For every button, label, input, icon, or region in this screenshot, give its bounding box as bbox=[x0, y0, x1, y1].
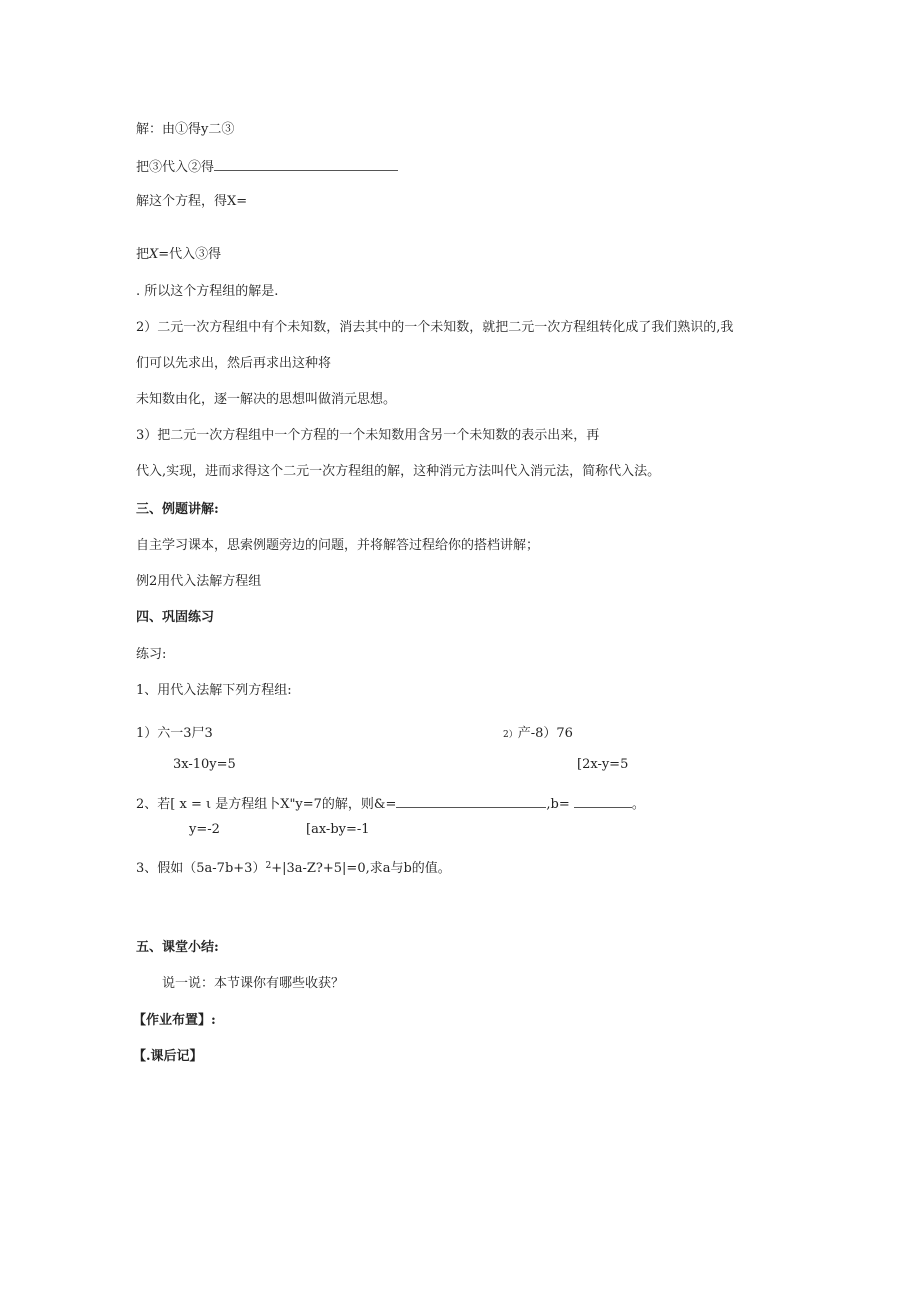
section-3-line-1: 自主学习课本，思索例题旁边的问题，并将解答过程给你的搭档讲解； bbox=[136, 538, 540, 553]
solution-line-4-var: X bbox=[149, 247, 159, 262]
question-2 bbox=[136, 795, 645, 813]
question-1-2-number: 2） bbox=[503, 730, 518, 740]
question-3-exponent: 2 bbox=[265, 861, 272, 871]
question-1-2-eq-a-text: 产-8）76 bbox=[517, 726, 573, 741]
point-2-line-b: 们可以先求出，然后再求出这种将 bbox=[136, 356, 332, 371]
solution-line-2-text: 把③代入②得 bbox=[136, 160, 215, 175]
point-3-line-a: 3）把二元一次方程组中一个方程的一个未知数用含另一个未知数的表示出来，再 bbox=[136, 428, 600, 443]
question-3 bbox=[136, 861, 451, 878]
question-1: 1、用代入法解下列方程组: bbox=[136, 683, 292, 698]
answer-blank-a bbox=[396, 795, 546, 808]
section-5-line-1: 说一说：本节课你有哪些收获？ bbox=[162, 976, 345, 991]
question-1-2-eq-b: [2x-y=5 bbox=[577, 757, 629, 772]
answer-blank-b bbox=[574, 795, 632, 808]
question-2-end: 。 bbox=[631, 797, 645, 812]
solution-line-4-suffix: =代入③得 bbox=[158, 247, 222, 262]
practice-label: 练习: bbox=[136, 647, 167, 662]
question-1-1-eq-a: 1）六一3尸3 bbox=[136, 726, 213, 741]
question-2-mid: ,b= bbox=[546, 797, 570, 812]
solution-line-5: . 所以这个方程组的解是. bbox=[136, 284, 279, 299]
solution-line-4-prefix: 把 bbox=[136, 247, 150, 262]
question-3-suffix: +|3a-Z?+5|=0,求a与b的值。 bbox=[271, 861, 451, 876]
question-1-2-eq-a bbox=[503, 726, 573, 743]
section-5-heading: 五、课堂小结: bbox=[136, 940, 219, 955]
homework-label: 【作业布置】: bbox=[133, 1013, 216, 1028]
solution-line-3: 解这个方程，得X= bbox=[136, 194, 248, 209]
solution-line-2 bbox=[136, 158, 398, 176]
question-3-prefix: 3、假如（5a-7b+3） bbox=[136, 861, 266, 876]
after-class-notes-label: 【.课后记】 bbox=[133, 1049, 203, 1064]
solution-line-1: 解：由①得y二③ bbox=[136, 122, 235, 137]
solution-line-4 bbox=[136, 247, 221, 263]
point-2-line-c: 未知数由化，逐一解决的思想叫做消元思想。 bbox=[136, 392, 397, 407]
question-1-1-eq-b: 3x-10y=5 bbox=[173, 757, 236, 772]
section-3-heading: 三、例题讲解: bbox=[136, 502, 219, 517]
question-2-eq-ax: [ax-by=-1 bbox=[306, 822, 370, 837]
section-3-line-2: 例2用代入法解方程组 bbox=[136, 574, 262, 589]
question-2-eq-y: y=-2 bbox=[189, 822, 220, 837]
point-3-line-b: 代入,实现，进而求得这个二元一次方程组的解，这种消元方法叫代入消元法，简称代入法。 bbox=[136, 464, 661, 479]
point-2-line-a: 2）二元一次方程组中有个未知数，消去其中的一个未知数，就把二元一次方程组转化成了我们熟识的,我 bbox=[136, 320, 734, 335]
answer-blank bbox=[214, 158, 398, 171]
question-2-prefix: 2、若[ x = ι 是方程组卜X"y=7的解，则&= bbox=[136, 797, 397, 812]
section-4-heading: 四、巩固练习 bbox=[136, 610, 215, 625]
